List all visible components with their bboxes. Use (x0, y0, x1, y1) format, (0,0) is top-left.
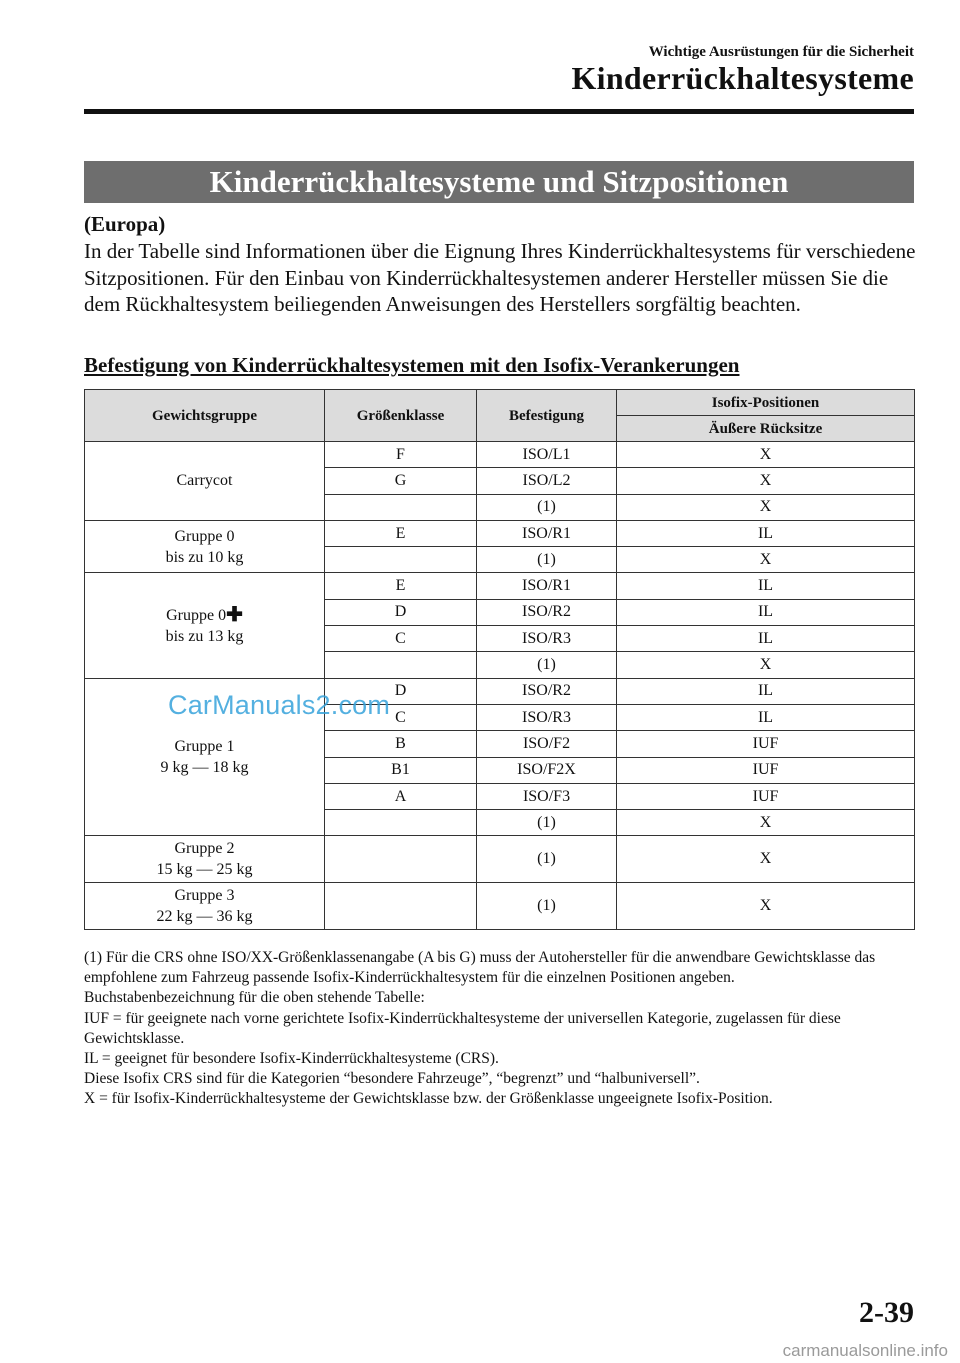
size-class-cell: B1 (325, 757, 477, 783)
fixture-cell: ISO/F2 (477, 731, 617, 757)
weight-group-name: Gruppe 0 (166, 607, 227, 625)
table-heading: Befestigung von Kinderrückhaltesystemen mit den Isofix-Verankerungen (84, 353, 740, 377)
weight-group-cell (85, 520, 325, 573)
watermark-overlay: CarManuals2.com (168, 690, 391, 720)
size-class-cell: C (325, 626, 477, 652)
legend-x: X = für Isofix-Kinderrückhaltesysteme der Gewichtsklasse bzw. der Größenklasse ungeeignete Isofix-Position. (84, 1090, 773, 1108)
size-class-cell (325, 836, 477, 883)
size-class-cell (325, 883, 477, 930)
col-header-fixture: Befestigung (477, 390, 617, 442)
legend-intro: Buchstabenbezeichnung für die oben stehende Tabelle: (84, 989, 425, 1007)
outer-rear-seat-cell: IL (617, 626, 915, 652)
outer-rear-seat-cell: X (617, 442, 915, 468)
intro-paragraph: In der Tabelle sind Informationen über die Eignung Ihres Kinderrückhaltesystems für verschiedene Sitzpositionen. Für den Einbau von Kinderrückhaltesystemen anderer Hersteller müssen Sie die dem Rückhaltesystem beiliegenden Anweisungen des Herstellers sorgfältig beachten. (84, 239, 916, 316)
table-row (85, 883, 915, 930)
weight-group-range: 9 kg — 18 kg (160, 759, 249, 777)
table-row (85, 836, 915, 883)
outer-rear-seat-cell: IL (617, 678, 915, 704)
fixture-cell: (1) (477, 547, 617, 573)
outer-rear-seat-cell: X (617, 810, 915, 836)
fixture-cell: ISO/R3 (477, 626, 617, 652)
outer-rear-seat-cell: X (617, 547, 915, 573)
fixture-cell: (1) (477, 652, 617, 678)
fixture-cell: (1) (477, 883, 617, 930)
outer-rear-seat-cell: X (617, 494, 915, 520)
weight-group-range: 15 kg — 25 kg (156, 861, 253, 879)
plus-icon: ✚ (226, 604, 243, 627)
weight-group-cell (85, 573, 325, 678)
footnote-1: (1) Für die CRS ohne ISO/XX-Größenklassenangabe (A bis G) muss der Autohersteller für die anwendbare Gewichtsklasse das empfohlene zum Fahrzeug passende Isofix-Kinderrückhaltesystem für die einzelnen Positionen angeben. (84, 949, 876, 987)
weight-group-cell (85, 442, 325, 521)
isofix-table (84, 389, 915, 930)
col-header-outer-rear-seats: Äußere Rücksitze (617, 416, 915, 442)
outer-rear-seat-cell: IUF (617, 757, 915, 783)
weight-group-name: Carrycot (176, 472, 233, 490)
size-class-cell: D (325, 678, 477, 704)
outer-rear-seat-cell: IUF (617, 783, 915, 809)
col-header-size-class: Größenklasse (325, 390, 477, 442)
legend-iuf: IUF = für geeignete nach vorne gerichtete Isofix-Kinderrückhaltesysteme der universellen Kategorie, zugelassen für diese Gewichtsklasse. (84, 1009, 841, 1047)
size-class-cell (325, 494, 477, 520)
section-title-banner: Kinderrückhaltesysteme und Sitzpositionen (84, 161, 914, 203)
outer-rear-seat-cell: IUF (617, 731, 915, 757)
weight-group-name: Gruppe 0 (174, 527, 235, 545)
page-header-title: Kinderrückhaltesysteme (571, 60, 914, 96)
legend-il: IL = geeignet für besondere Isofix-Kinderrückhaltesysteme (CRS). (84, 1050, 499, 1068)
fixture-cell: ISO/R3 (477, 704, 617, 730)
outer-rear-seat-cell: X (617, 883, 915, 930)
fixture-cell: (1) (477, 494, 617, 520)
size-class-cell: B (325, 731, 477, 757)
fixture-cell: ISO/L2 (477, 468, 617, 494)
col-header-weight-group: Gewichtsgruppe (85, 390, 325, 442)
col-header-isofix-positions: Isofix-Positionen (617, 390, 915, 416)
size-class-cell (325, 810, 477, 836)
size-class-cell (325, 652, 477, 678)
outer-rear-seat-cell: X (617, 836, 915, 883)
page-number: 2-39 (859, 1296, 914, 1329)
fixture-cell: ISO/R1 (477, 573, 617, 599)
size-class-cell: D (325, 599, 477, 625)
watermark-footer: carmanualsonline.info (782, 1341, 948, 1360)
weight-group-name: Gruppe 2 (174, 840, 235, 858)
outer-rear-seat-cell: X (617, 652, 915, 678)
legend-il-categories: Diese Isofix CRS sind für die Kategorien “besondere Fahrzeuge”, “begrenzt” und “halbuniversell”. (84, 1070, 700, 1088)
table-row (85, 520, 915, 546)
size-class-cell (325, 547, 477, 573)
fixture-cell: ISO/F2X (477, 757, 617, 783)
table-row (85, 573, 915, 599)
size-class-cell: E (325, 520, 477, 546)
outer-rear-seat-cell: IL (617, 599, 915, 625)
footnotes (84, 948, 914, 1110)
region-label: (Europa) (84, 212, 166, 236)
outer-rear-seat-cell: IL (617, 520, 915, 546)
outer-rear-seat-cell: X (617, 468, 915, 494)
outer-rear-seat-cell: IL (617, 704, 915, 730)
size-class-cell: A (325, 783, 477, 809)
weight-group-range: bis zu 13 kg (165, 628, 244, 646)
weight-group-range: 22 kg — 36 kg (156, 908, 253, 926)
page-header-subtitle: Wichtige Ausrüstungen für die Sicherheit (648, 44, 914, 60)
fixture-cell: ISO/R2 (477, 599, 617, 625)
header-divider (84, 109, 914, 114)
fixture-cell: (1) (477, 836, 617, 883)
fixture-cell: (1) (477, 810, 617, 836)
weight-group-name: Gruppe 1 (174, 738, 235, 756)
fixture-cell: ISO/F3 (477, 783, 617, 809)
fixture-cell: ISO/R1 (477, 520, 617, 546)
size-class-cell: E (325, 573, 477, 599)
size-class-cell: G (325, 468, 477, 494)
weight-group-cell (85, 836, 325, 883)
fixture-cell: ISO/L1 (477, 442, 617, 468)
size-class-cell: F (325, 442, 477, 468)
table-body (85, 442, 915, 930)
table-row (85, 442, 915, 468)
outer-rear-seat-cell: IL (617, 573, 915, 599)
fixture-cell: ISO/R2 (477, 678, 617, 704)
weight-group-range: bis zu 10 kg (165, 548, 244, 566)
weight-group-cell (85, 883, 325, 930)
size-class-cell: C (325, 704, 477, 730)
weight-group-name: Gruppe 3 (174, 887, 235, 905)
